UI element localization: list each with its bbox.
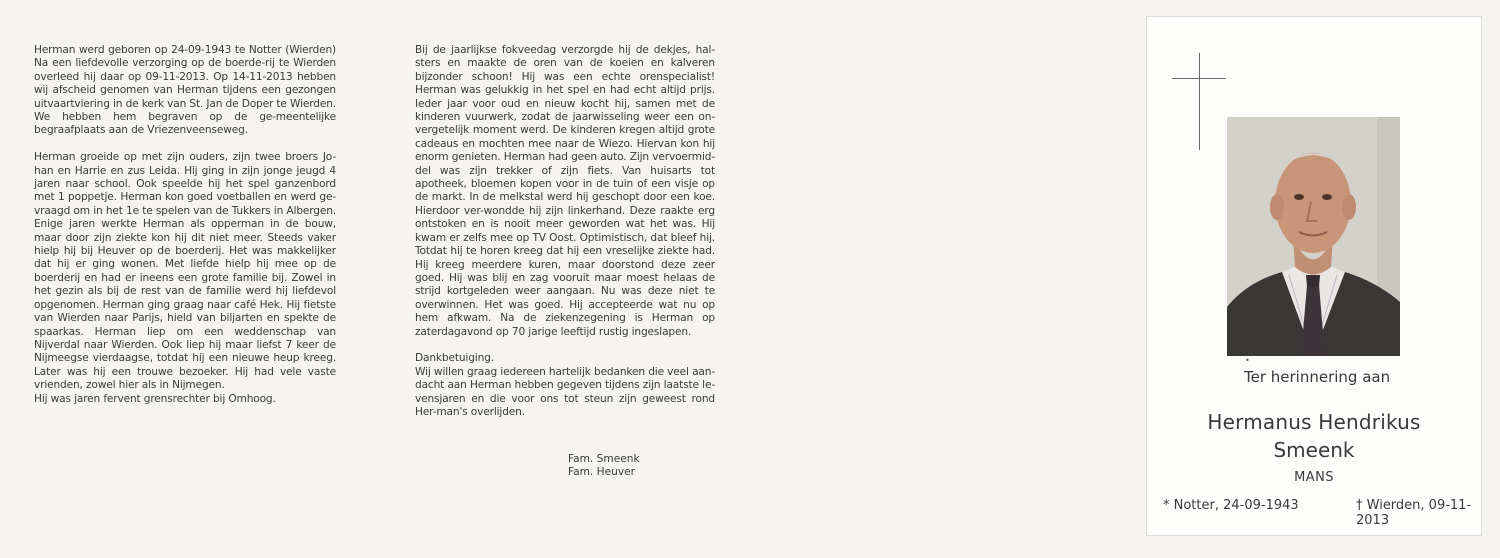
card-died: † Wierden, 09-11-2013 (1356, 498, 1472, 528)
ter-star-mark: • (1245, 356, 1250, 365)
paragraph-birth: Herman werd geboren op 24-09-1943 te Notter (Wierden) Na een liefdevolle verzorging op de boerde-rij te Wierden overleed hij daar op 09-11-2013. Op 14-11-2013 hebben wij afscheid genomen van Herman tijdens een gezongen uitvaartviering in de kerk van St. Jan de Doper te Wierden. We hebben hem begraven op de ge-meentelijke begraafplaats aan de Vriezenveenseweg. (34, 44, 336, 137)
signoff-family-2: Fam. Heuver (568, 466, 636, 479)
card-first-names: Hermanus Hendrikus (1207, 410, 1421, 434)
signoff (568, 453, 640, 480)
card-surname: Smeenk (1273, 438, 1355, 462)
cross-icon-bar (1172, 78, 1226, 79)
paragraph-hobbies: Bij de jaarlijkse fokveedag verzorgde hij de dekjes, hal-sters en maakte de oren van de koeien en kalveren bijzonder schoon! Hij was een echte orenspecialist! Herman was gelukkig in het spel en had echt altijd prijs. Ieder jaar voor oud en nieuw kocht hij, samen met de kinderen vuurwerk, zodat de jaarwisseling weer een on-vergetelijk moment werd. De kinderen kregen altijd grote cadeaus en mochten mee naar de Wiezo. Hiervan kon hij enorm genieten. Herman had geen auto. Zijn vervoermid-del was zijn trekker of zijn fiets. Van huisarts tot apotheek, bloemen kopen voor in de tuin of een visje op de markt. In de melkstal werd hij geschopt door een koe. Hierdoor ver-wondde hij zijn linkerhand. Deze raakte erg ontstoken en is nooit meer geworden wat het was. Hij kwam er zelfs mee op TV Oost. Optimistisch, dat bleef hij. Totdat hij te horen kreeg dat hij een vreselijke ziekte had. Hij kreeg meerdere kuren, maar doorstond deze zeer goed. Hij was blij en zag vooruit maar moest helaas de strijd kortgeleden weer aangaan. Nu was deze niet te overwinnen. Het was goed. Hij accepteerde wat nu op hem afkwam. Na de ziekenzegening is Herman op zaterdagavond op 70 jarige leeftijd rustig ingeslapen. (415, 44, 715, 338)
middle-text-column (415, 44, 715, 419)
paragraph-thanks: Dankbetuiging. Wij willen graag iedereen hartelijk bedanken die veel aan-dacht aan Herman hebben gegeven tijdens zijn laatste le-vensjaren en die voor ons tot steun zijn geweest rond Her-man's overlijden. (415, 352, 715, 418)
card-intro: Ter herinnering aan (1244, 368, 1391, 386)
signoff-family-1: Fam. Smeenk (568, 453, 640, 465)
portrait-photo (1227, 117, 1400, 356)
paragraph-life: Herman groeide op met zijn ouders, zijn twee broers Jo-han en Harrie en zus Leida. Hij ging in zijn jonge jeugd 4 jaren naar school. Ook speelde hij het spel ganzenbord met 1 poppetje. Herman kon goed voetballen en werd ge-vraagd om in het 1e te spelen van de Tukkers in Albergen. Enige jaren werkte Herman als opperman in de bouw, maar door zijn ziekte kon hij dit niet meer. Steeds vaker hielp hij bij Heuver op de boerderij. Het was makkelijker dat hij er ging wonen. Met liefde hielp hij mee op de boerderij en had er ineens een grote familie bij. Zowel in het gezin als bij de rest van de familie werd hij liefdevol opgenomen. Herman ging graag naar café Hek. Hij fietste van Wierden naar Parijs, hield van biljarten en spekte de spaarkas. Herman liep om een weddenschap van Nijverdal naar Wierden. Ook liep hij maar liefst 7 keer de Nijmeegse vierdaagse, totdat hij een nieuwe heup kreeg. Later was hij een trouwe bezoeker. Hij had vele vaste vrienden, zowel hier als in Nijmegen. Hij was jaren fervent grensrechter bij Omhoog. (34, 151, 336, 405)
cross-icon (1199, 53, 1200, 150)
portrait-illustration (1227, 117, 1400, 356)
card-nickname: MANS (1294, 470, 1334, 485)
left-text-column (34, 44, 336, 406)
card-born: * Notter, 24-09-1943 (1163, 498, 1299, 513)
